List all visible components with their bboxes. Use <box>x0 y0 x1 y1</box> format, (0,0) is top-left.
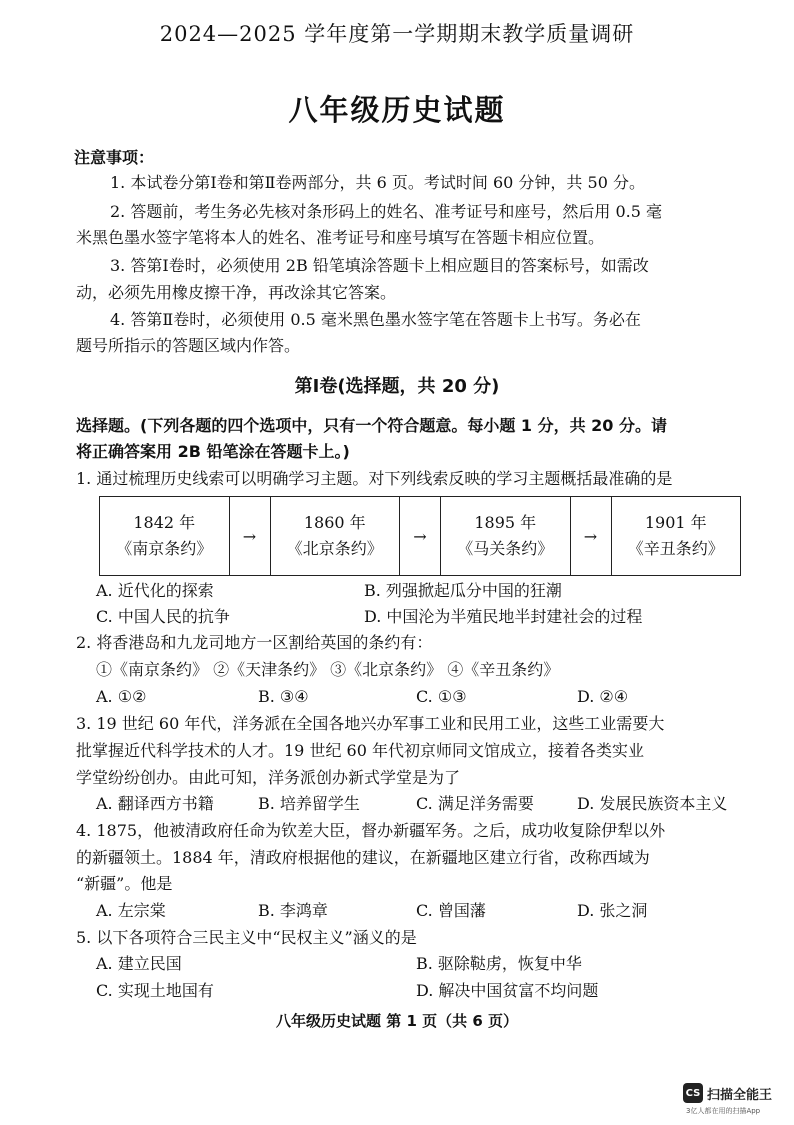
q2-option-b: B. ③④ <box>258 687 309 706</box>
arrow-right-icon: → <box>399 497 441 575</box>
notice-item-4: 4. 答第Ⅱ卷时，必须使用 0.5 毫米黑色墨水签字笔在答题卡上书写。务必在 <box>110 310 641 329</box>
q5-option-b: B. 驱除鞑虏，恢复中华 <box>416 954 582 973</box>
q3-option-b: B. 培养留学生 <box>258 794 360 813</box>
timeline-year: 1901 年 <box>644 513 707 532</box>
q2-option-a: A. ①② <box>96 687 147 706</box>
timeline-cell <box>612 497 741 575</box>
section-title: 第Ⅰ卷(选择题，共 20 分) <box>294 376 500 397</box>
q4-option-d: D. 张之洞 <box>577 901 648 920</box>
timeline-cell <box>441 497 570 575</box>
timeline-cell <box>100 497 229 575</box>
timeline-cell <box>271 497 400 575</box>
notice-heading: 注意事项： <box>74 148 155 167</box>
arrow-right-icon: → <box>229 497 271 575</box>
q3-stem-1: 3. 19 世纪 60 年代，洋务派在全国各地兴办军事工业和民用工业，这些工业需要大 <box>76 714 665 733</box>
timeline-year: 1895 年 <box>474 513 537 532</box>
notice-item-3: 3. 答第Ⅰ卷时，必须使用 2B 铅笔填涂答题卡上相应题目的答案标号，如需改 <box>110 256 649 275</box>
q1-stem: 1. 通过梳理历史线索可以明确学习主题。对下列线索反映的学习主题概括最准确的是 <box>76 469 673 488</box>
q2-option-d: D. ②④ <box>577 687 629 706</box>
notice-item-4-cont: 题号所指示的答题区域内作答。 <box>76 336 301 355</box>
notice-item-2-cont: 米黑色墨水签字笔将本人的姓名、准考证号和座号填写在答题卡相应位置。 <box>76 228 605 247</box>
q4-option-c: C. 曾国藩 <box>416 901 486 920</box>
q4-option-b: B. 李鸿章 <box>258 901 328 920</box>
q1-option-a: A. 近代化的探索 <box>96 581 214 600</box>
q4-stem-2: 的新疆领土。1884 年，清政府根据他的建议，在新疆地区建立行省，改称西域为 <box>76 848 650 867</box>
timeline-treaty: 《马关条约》 <box>457 539 554 558</box>
section-instruction-2: 将正确答案用 2B 铅笔涂在答题卡上。) <box>76 442 350 461</box>
notice-item-3-cont: 动，必须先用橡皮擦干净，再改涂其它答案。 <box>76 283 397 302</box>
q5-option-d: D. 解决中国贫富不均问题 <box>416 981 599 1000</box>
q4-stem-1: 4. 1875，他被清政府任命为钦差大臣，督办新疆军务。之后，成功收复除伊犁以外 <box>76 821 666 840</box>
q5-option-c: C. 实现土地国有 <box>96 981 214 1000</box>
timeline-treaty: 《北京条约》 <box>286 539 383 558</box>
arrow-right-icon: → <box>570 497 612 575</box>
q1-option-b: B. 列强掀起瓜分中国的狂潮 <box>364 581 562 600</box>
timeline-year: 1860 年 <box>303 513 366 532</box>
q3-option-d: D. 发展民族资本主义 <box>577 794 728 813</box>
q1-option-d: D. 中国沦为半殖民地半封建社会的过程 <box>364 607 643 626</box>
page-footer: 八年级历史试题 第 1 页（共 6 页） <box>276 1012 518 1030</box>
notice-item-1: 1. 本试卷分第Ⅰ卷和第Ⅱ卷两部分，共 6 页。考试时间 60 分钟，共 50 分。 <box>110 173 645 192</box>
q3-option-c: C. 满足洋务需要 <box>416 794 534 813</box>
watermark-tagline: 3亿人都在用的扫描App <box>686 1107 761 1115</box>
q1-option-c: C. 中国人民的抗争 <box>96 607 230 626</box>
q3-stem-3: 学堂纷纷创办。由此可知，洋务派创办新式学堂是为了 <box>76 768 461 787</box>
q5-option-a: A. 建立民国 <box>96 954 182 973</box>
timeline-treaty: 《南京条约》 <box>116 539 213 558</box>
q4-stem-3: “新疆”。他是 <box>76 874 173 893</box>
scanner-watermark <box>683 1083 772 1103</box>
q3-option-a: A. 翻译西方书籍 <box>96 794 214 813</box>
q2-option-c: C. ①③ <box>416 687 467 706</box>
timeline-treaty: 《辛丑条约》 <box>627 539 724 558</box>
exam-title: 2024—2025 学年度第一学期期末教学质量调研 <box>159 22 635 46</box>
camscanner-logo-icon: CS <box>683 1083 703 1103</box>
section-instruction-1: 选择题。(下列各题的四个选项中，只有一个符合题意。每小题 1 分，共 20 分。请 <box>76 416 667 435</box>
q4-option-a: A. 左宗棠 <box>96 901 166 920</box>
watermark-name: 扫描全能王 <box>707 1087 773 1103</box>
q2-items: ①《南京条约》 ②《天津条约》 ③《北京条约》 ④《辛丑条约》 <box>96 660 560 679</box>
subject-title: 八年级历史试题 <box>288 93 506 127</box>
timeline-year: 1842 年 <box>133 513 196 532</box>
q1-timeline <box>99 496 741 576</box>
q5-stem: 5. 以下各项符合三民主义中“民权主义”涵义的是 <box>76 928 417 947</box>
notice-item-2: 2. 答题前，考生务必先核对条形码上的姓名、准考证号和座号，然后用 0.5 毫 <box>110 202 662 221</box>
q3-stem-2: 批掌握近代科学技术的人才。19 世纪 60 年代初京师同文馆成立，接着各类实业 <box>76 741 644 760</box>
q2-stem: 2. 将香港岛和九龙司地方一区割给英国的条约有： <box>76 633 433 652</box>
